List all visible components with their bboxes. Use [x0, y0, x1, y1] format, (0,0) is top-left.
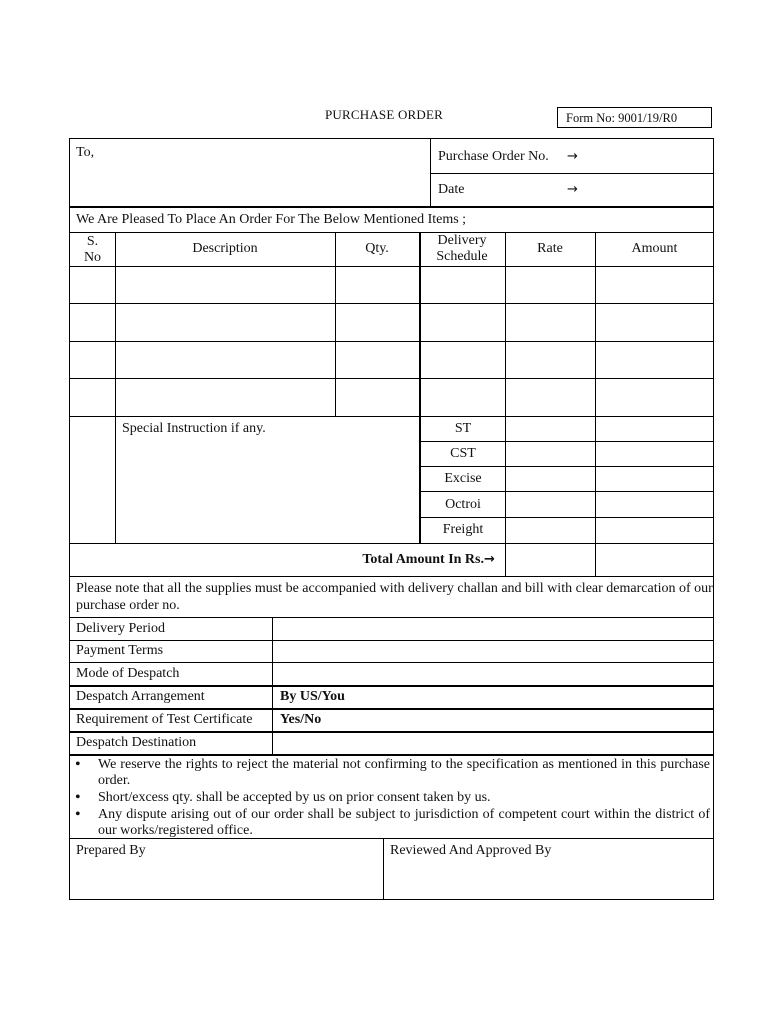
total-amount-label: Total Amount In Rs.: [362, 552, 484, 567]
charge-octroi-label: Octroi: [445, 497, 481, 512]
column-line: [335, 232, 336, 416]
rate-header: Rate: [537, 241, 563, 256]
intro-text: We Are Pleased To Place An Order For The Below Mentioned Items ;: [76, 212, 467, 227]
note-text: purchase order no.: [76, 598, 180, 613]
divider: [70, 685, 714, 687]
special-instruction-label: Special Instruction if any.: [122, 421, 266, 436]
test-certificate-value: Yes/No: [280, 712, 322, 727]
column-line: [595, 232, 596, 576]
form-number: Form No: 9001/19/R0: [557, 107, 712, 128]
list-item: • We reserve the rights to reject the material not confirming to the specification as mentioned in this purchase order.: [74, 757, 710, 789]
mode-of-despatch-label: Mode of Despatch: [76, 666, 180, 681]
divider: [420, 491, 714, 492]
divider: [70, 708, 714, 710]
divider: [70, 232, 714, 233]
despatch-arrangement-label: Despatch Arrangement: [76, 689, 205, 704]
reviewed-by-label: Reviewed And Approved By: [390, 843, 552, 858]
divider: [70, 754, 714, 756]
column-line: [115, 232, 116, 543]
prepared-by-label: Prepared By: [76, 843, 146, 858]
divider: [70, 266, 714, 267]
divider: [420, 466, 714, 467]
to-label: To,: [76, 145, 95, 160]
sno-header: No: [83, 250, 102, 265]
document-title: PURCHASE ORDER: [324, 107, 444, 122]
arrow-right-icon: →: [567, 149, 578, 164]
description-header: Description: [192, 241, 258, 256]
qty-header: Qty.: [365, 241, 389, 256]
table-row: [70, 416, 714, 417]
divider: [420, 441, 714, 442]
sno-header: S.: [86, 234, 99, 249]
note-text: Please note that all the supplies must be accompanied with delivery challan and bill with clear demarcation of our: [76, 581, 713, 596]
test-certificate-label: Requirement of Test Certificate: [76, 712, 253, 727]
divider: [420, 517, 714, 518]
payment-terms-label: Payment Terms: [76, 643, 164, 658]
arrow-right-icon: →: [484, 552, 495, 567]
amount-header: Amount: [631, 241, 678, 256]
date-label: Date: [438, 182, 465, 197]
despatch-arrangement-value: By US/You: [280, 689, 345, 704]
column-line: [505, 232, 506, 576]
divider: [70, 731, 714, 733]
table-row: [70, 341, 714, 342]
divider: [70, 617, 714, 618]
po-number-label: Purchase Order No.: [438, 149, 549, 164]
charge-st-label: ST: [454, 421, 472, 436]
charge-cst-label: CST: [450, 446, 476, 461]
arrow-right-icon: →: [567, 182, 578, 197]
divider: [70, 543, 714, 544]
divider: [430, 173, 714, 174]
charge-excise-label: Excise: [444, 471, 482, 486]
divider: [70, 206, 714, 208]
divider: [70, 640, 714, 641]
table-row: [70, 303, 714, 304]
despatch-destination-label: Despatch Destination: [76, 735, 197, 750]
divider: [70, 576, 714, 577]
list-item: • Short/excess qty. shall be accepted by us on prior consent taken by us.: [74, 790, 710, 806]
conditions-list: [74, 757, 710, 839]
charge-freight-label: Freight: [442, 522, 484, 537]
delivery-header: Delivery: [437, 233, 487, 248]
divider: [70, 662, 714, 663]
delivery-period-label: Delivery Period: [76, 621, 166, 636]
table-row: [70, 378, 714, 379]
list-item: • Any dispute arising out of our order shall be subject to jurisdiction of competent court within the district of our works/registered office.: [74, 807, 710, 839]
column-line: [383, 838, 384, 899]
delivery-header: Schedule: [436, 249, 488, 264]
